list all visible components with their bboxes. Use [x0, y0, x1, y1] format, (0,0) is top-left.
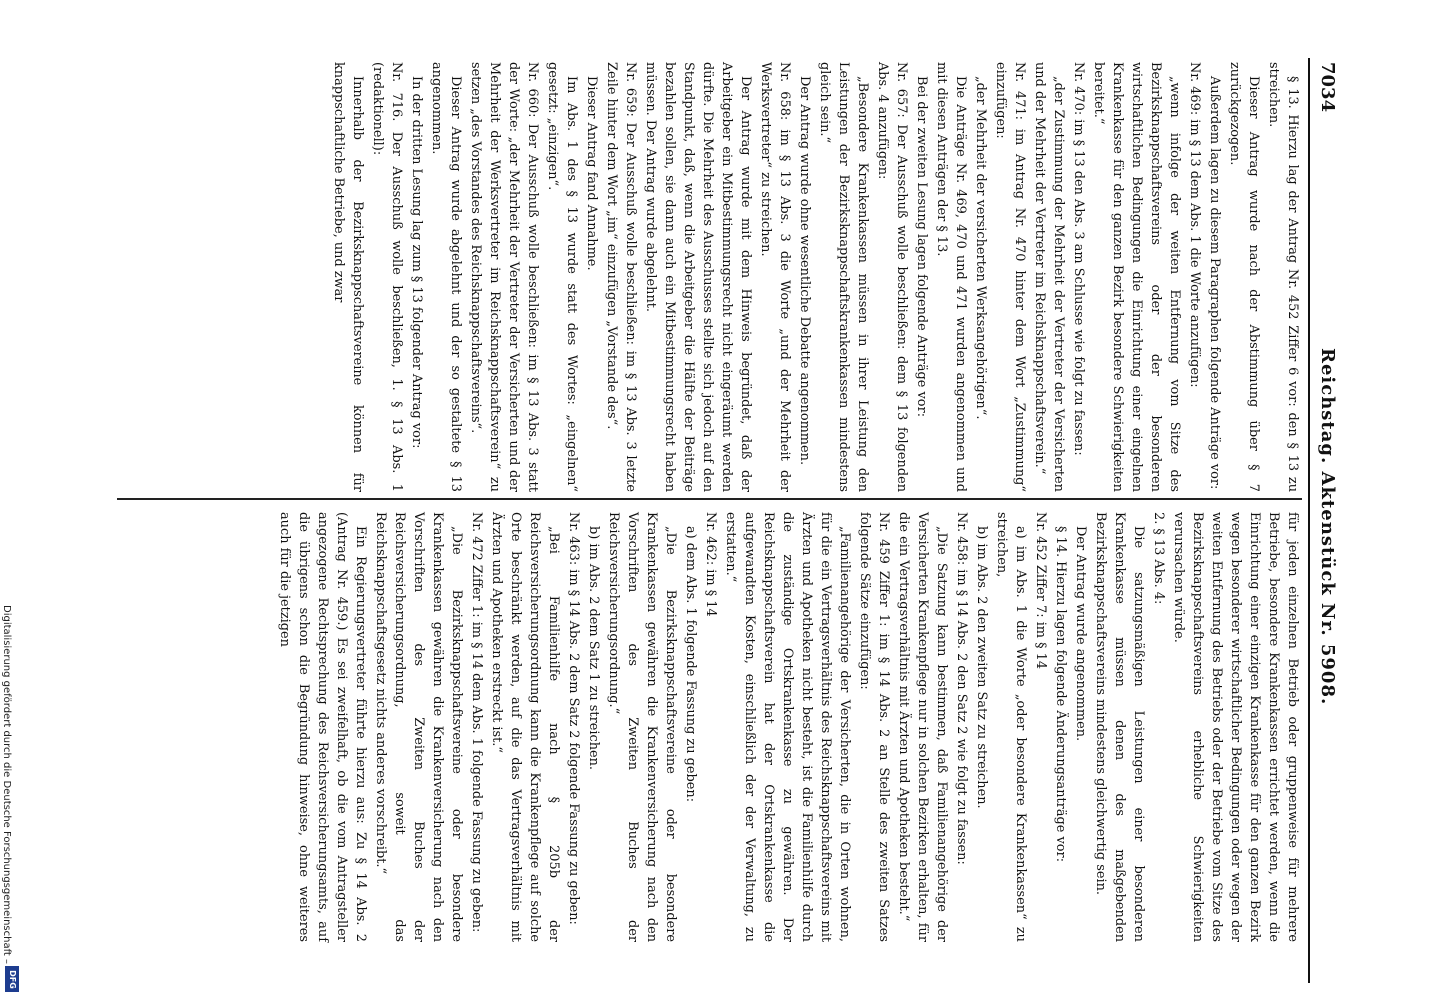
- paragraph: Dieser Antrag wurde abgelehnt und der so gestaltete § 13 angenommen.: [429, 62, 463, 492]
- quote-paragraph: Die satzungsmäßigen Leistungen einer besonderen Krankenkasse müssen denen des maßgebenden Bezirksknappschaftsvereins mindestens gleichwertig sein.: [1093, 512, 1146, 942]
- list-item: a) im Abs. 1 die Worte „oder besondere Krankenkassen“ zu streichen,: [994, 512, 1028, 942]
- page-header: [1308, 58, 1340, 983]
- paragraph: § 13. Hierzu lag der Antrag Nr. 452 Ziffer 6 vor: den § 13 zu streichen.: [1266, 62, 1300, 492]
- quote-paragraph: „Familienangehörige der Versicherten, die in Orten wohnen, für die ein Vertragsverhältnis des Reichsknappschaftsvereins mit Ärzten und Apotheken nicht besteht, ist die Familienhilfe durch die zuständige Ortskrankenkasse zu gewähren. Der Reichsknappschaftsverein hat der Ortskrankenkasse die aufgewandten Kosten, einschließlich der der Verwaltung, zu erstatten.“: [723, 512, 852, 942]
- column-divider: [117, 498, 1302, 500]
- paragraph: Nr. 471: im Antrag Nr. 470 hinter dem Wort „Zustimmung“ einzufügen:: [993, 62, 1027, 492]
- paragraph: § 14. Hierzu lagen folgende Änderungsanträge vor:: [1053, 526, 1068, 863]
- paragraph: Nr. 462: im § 14: [703, 512, 718, 617]
- list-item: b) im Abs. 2 den zweiten Satz zu streichen.: [974, 526, 989, 809]
- credit-text: Digitalisierung gefördert durch die Deutsche Forschungsgemeinschaft –: [1, 605, 12, 965]
- paragraph: Nr. 716. Der Ausschuß wolle beschließen, 1. § 13 Abs. 1 (redaktionell):: [370, 62, 404, 492]
- right-column: [274, 512, 1302, 942]
- paragraph: Dieser Antrag fand Annahme.: [584, 76, 599, 271]
- paragraph: Nr. 659: Der Ausschuß wolle beschließen: im § 13 Abs. 3 letzte Zeile hinter dem Wort „im“ einzufügen „Vorstande des“.: [604, 62, 638, 492]
- quote-paragraph: „Die Bezirksknappschaftsvereine oder besondere Krankenkassen gewähren die Krankenversicherung nach den Vorschriften des Zweiten Buches der Reichsversicherungsordnung.“: [606, 512, 678, 942]
- paragraph: Nr. 660: Der Ausschuß wolle beschließen: im § 13 Abs. 3 statt der Worte: „der Mehrheit der Vertreter der Versicherten und der Mehrheit der Werksvertreter im Reichsknappschaftsverein“ zu setzen „des Vorstandes des Reichsknappschaftsvereins“.: [468, 62, 540, 492]
- paragraph: Nr. 470: im § 13 den Abs. 3 am Schlusse wie folgt zu fassen:: [1071, 62, 1086, 456]
- paragraph: Ein Regierungsvertreter führte hierzu aus: Zu § 14 Abs. 2 (Antrag Nr. 459.) Es sei zweifelhaft, ob die vom Antragsteller angezogene Rechtsprechung des Reichsversicherungsamts, auf die übrigens schon die Begründung hinweise, ohne weiteres auch für die jetzigen: [277, 512, 368, 942]
- quote-paragraph: „der Mehrheit der versicherten Werksangehörigen“.: [973, 76, 988, 420]
- paragraph: Nr. 458: im § 14 Abs. 2 den Satz 2 wie folgt zu fassen:: [954, 512, 969, 865]
- paragraph: Die Anträge Nr. 469, 470 und 471 wurden angenommen und mit diesen Anträgen der § 13.: [934, 62, 968, 492]
- dfg-logo-icon: [5, 966, 19, 992]
- paragraph: Bei der zweiten Lesung lagen folgende Anträge vor:: [914, 76, 929, 418]
- list-item: a) dem Abs. 1 folgende Fassung zu geben:: [683, 526, 698, 803]
- paragraph: In der dritten Lesung lag zum § 13 folgender Antrag vor:: [409, 76, 424, 449]
- paragraph: Nr. 452 Ziffer 7: im § 14: [1033, 512, 1048, 670]
- list-item: b) im Abs. 2 dem Satz 1 zu streichen.: [586, 526, 601, 771]
- paragraph: Dieser Antrag wurde nach der Abstimmung über § 7 zurückgezogen.: [1227, 62, 1261, 492]
- paragraph: Im Abs. 1 des § 13 wurde statt des Wortes: „eingelnen“ gesetzt: „einzigen“.: [545, 62, 579, 492]
- paragraph: Nr. 459 Ziffer 1: im § 14 Abs. 2 an Stelle des zweiten Satzes folgende Sätze einzufügen:: [857, 512, 891, 942]
- paragraph: Nr. 469: im § 13 dem Abs. 1 die Worte anzufügen:: [1187, 62, 1202, 388]
- paragraph: Nr. 657: Der Ausschuß wolle beschließen: dem § 13 folgenden Abs. 4 anzufügen:: [875, 62, 909, 492]
- dfg-logo-text: DFG: [7, 969, 17, 989]
- quote-paragraph: „Besondere Krankenkassen müssen in ihrer Leistung den Leistungen der Bezirksknappschaftskrankenkassen mindestens gleich sein.“: [817, 62, 870, 492]
- quote-paragraph: „der Zustimmung der Mehrheit der Vertreter der Versicherten und der Mehrheit der Vertreter im Reichsknappschaftsverein.“: [1032, 62, 1066, 492]
- quote-paragraph: „wenn infolge der weiten Entfernung vom Sitze des Bezirksknappschaftsvereins oder der besonderen wirtschaftlichen Bedingungen die Einrichtung einer eingelnen Krankenkasse für den ganzen Bezirk besondere Schwierigkeiten bereitet.“: [1091, 62, 1182, 492]
- paragraph: Nr. 658: im § 13 Abs. 3 die Worte „und der Mehrheit der Werksvertreter“ zu streichen.: [758, 62, 792, 492]
- quote-paragraph: „Die Bezirksknappschaftsvereine oder besondere Krankenkassen gewähren die Krankenversicherung nach den Vorschriften des Zweiten Buches der Reichsversicherungsordnung, soweit das Reichsknappschaftsgesetz nichts anderes vorschreibt.“: [373, 512, 464, 942]
- left-column: [328, 62, 1302, 492]
- digitization-credit: [2, 0, 22, 1000]
- quote-paragraph: Innerhalb der Bezirksknappschaftsvereine können für knappschaftliche Betriebe, und zwar: [331, 62, 365, 492]
- running-title: Reichstag. Aktenstück Nr. 5908.: [1317, 348, 1338, 706]
- paragraph: Der Antrag wurde angenommen.: [1073, 526, 1088, 742]
- paragraph: Der Antrag wurde mit dem Hinweis begründet, daß der Arbeitgeber ein Mitbestimmungsrecht nicht eingeräumt werden dürfte. Die Mehrheit des Ausschusses stellte sich jedoch auf den Standpunkt, daß, wenn die Arbeitgeber die Hälfte der Beiträge bezahlen sollen, sie dann auch ein Mitbestimmungsrecht haben müssen. Der Antrag wurde abgelehnt.: [643, 62, 753, 492]
- paragraph: Außerdem lagen zu diesem Paragraphen folgende Anträge vor:: [1207, 76, 1222, 490]
- page-number: 7034: [1317, 62, 1338, 113]
- quote-paragraph: „Die Satzung kann bestimmen, daß Familienangehörige der Versicherten Krankenpflege nur in solchen Bezirken erhalten, für die ein Vertragsverhältnis mit Ärzten und Apotheken besteht.“: [896, 512, 949, 942]
- paragraph: für jeden einzelnen Betrieb oder gruppenweise für mehrere Betriebe, besondere Krankenkassen errichtet werden, wenn die Einrichtung einer einzigen Krankenkasse für den ganzen Bezirk wegen besonderer wirtschaftlicher Bedingungen oder wegen der weiten Entfernung des Betriebs oder der Betriebe vom Sitze des Bezirksknappschaftsvereins erhebliche Schwierigkeiten verursachen würde.: [1171, 512, 1300, 942]
- quote-paragraph: „Bei Familienhilfe nach § 205b der Reichsversicherungsordnung kann die Krankenpflege auf solche Orte beschränkt werden, auf die das Vertragsverhältnis mit Ärzten und Apotheken erstreckt ist.“: [489, 512, 561, 942]
- paragraph: Der Antrag wurde ohne wesentliche Debatte angenommen.: [797, 76, 812, 466]
- paragraph: Nr. 463: im § 14 Abs. 2 dem Satz 2 folgende Fassung zu geben:: [566, 512, 581, 925]
- paragraph: Nr. 472 Ziffer 1: im § 14 dem Abs. 1 folgende Fassung zu geben:: [469, 512, 484, 933]
- document-page: [115, 58, 1340, 983]
- paragraph: 2. § 13 Abs. 4:: [1151, 512, 1166, 605]
